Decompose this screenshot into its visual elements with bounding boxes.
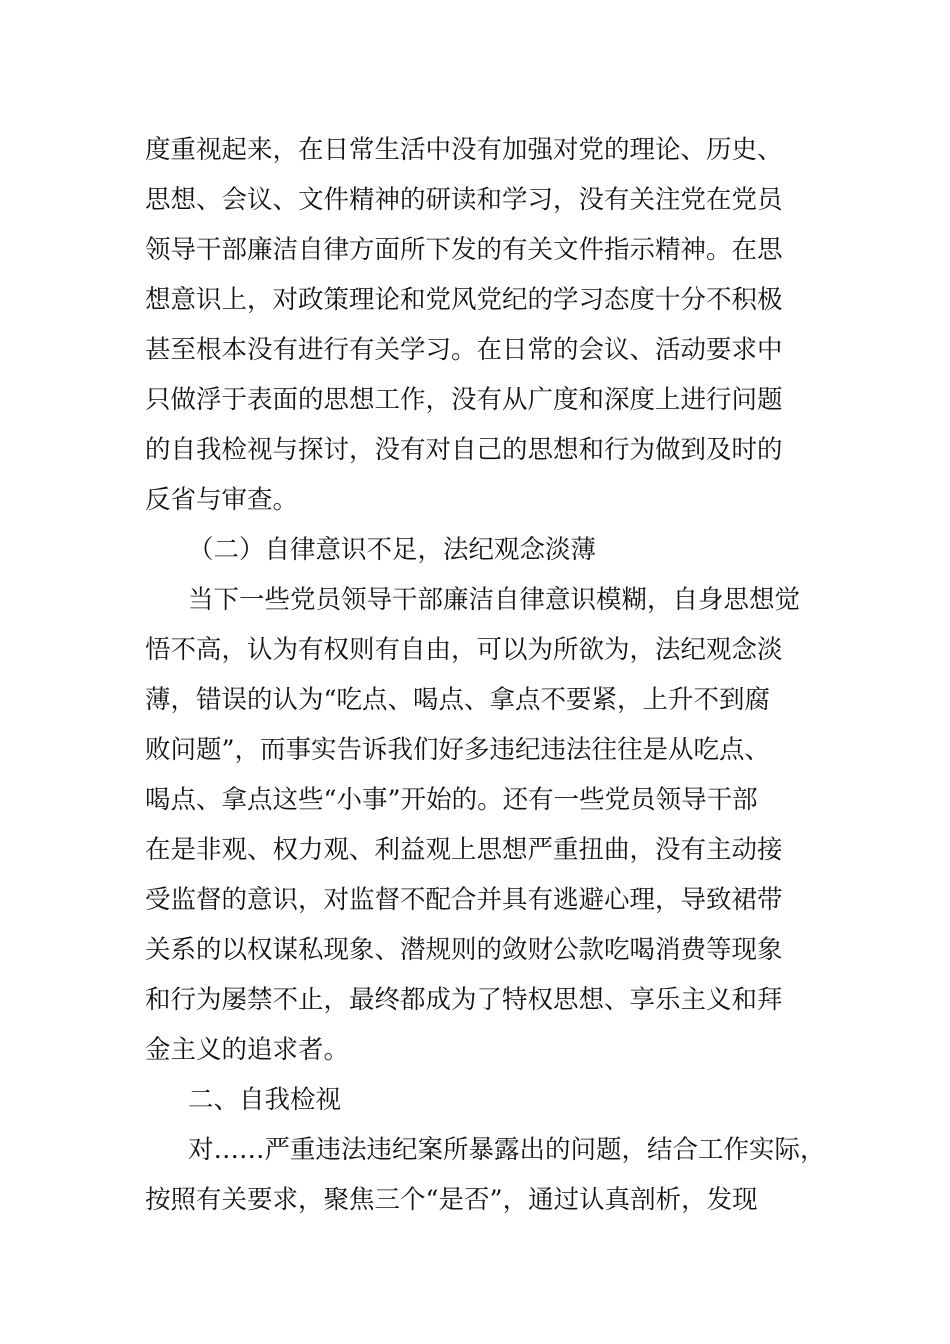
paragraph-line: 当下一些党员领导干部廉洁自律意识模糊，自身思想觉 <box>188 585 801 615</box>
paragraph-line: 关系的以权谋私现象、潜规则的敛财公款吃喝消费等现象 <box>145 935 783 965</box>
paragraph-line: 度重视起来，在日常生活中没有加强对党的理论、历史、 <box>145 135 783 165</box>
paragraph-line: 在是非观、权力观、利益观上思想严重扭曲，没有主动接 <box>145 835 783 865</box>
paragraph-line: 思想、会议、文件精神的研读和学习，没有关注党在党员 <box>145 185 783 215</box>
paragraph-line: 金主义的追求者。 <box>145 1035 350 1065</box>
paragraph-line: 喝点、拿点这些“小事”开始的。还有一些党员领导干部 <box>145 785 758 815</box>
paragraph-line: 败问题”，而事实告诉我们好多违纪违法往往是从吃点、 <box>145 735 771 765</box>
paragraph-line: 领导干部廉洁自律方面所下发的有关文件指示精神。在思 <box>145 235 783 265</box>
paragraph-line: 按照有关要求，聚焦三个“是否”，通过认真剖析，发现 <box>145 1185 758 1215</box>
paragraph-line: 反省与审查。 <box>145 485 299 515</box>
paragraph-line: 想意识上，对政策理论和党风党纪的学习态度十分不积极 <box>145 285 783 315</box>
paragraph-line: 悟不高，认为有权则有自由，可以为所欲为，法纪观念淡 <box>145 635 783 665</box>
paragraph-line: 和行为屡禁不止，最终都成为了特权思想、享乐主义和拜 <box>145 985 783 1015</box>
paragraph-line: 甚至根本没有进行有关学习。在日常的会议、活动要求中 <box>145 335 783 365</box>
section-heading: 二、自我检视 <box>188 1085 342 1115</box>
section-heading: （二）自律意识不足，法纪观念淡薄 <box>188 535 597 565</box>
paragraph-line: 受监督的意识，对监督不配合并具有逃避心理，导致裙带 <box>145 885 783 915</box>
paragraph-line: 对……严重违法违纪案所暴露出的问题，结合工作实际， <box>188 1135 826 1165</box>
paragraph-line: 只做浮于表面的思想工作，没有从广度和深度上进行问题 <box>145 385 783 415</box>
paragraph-line: 薄，错误的认为“吃点、喝点、拿点不要紧，上升不到腐 <box>145 685 771 715</box>
paragraph-line: 的自我检视与探讨，没有对自己的思想和行为做到及时的 <box>145 435 783 465</box>
